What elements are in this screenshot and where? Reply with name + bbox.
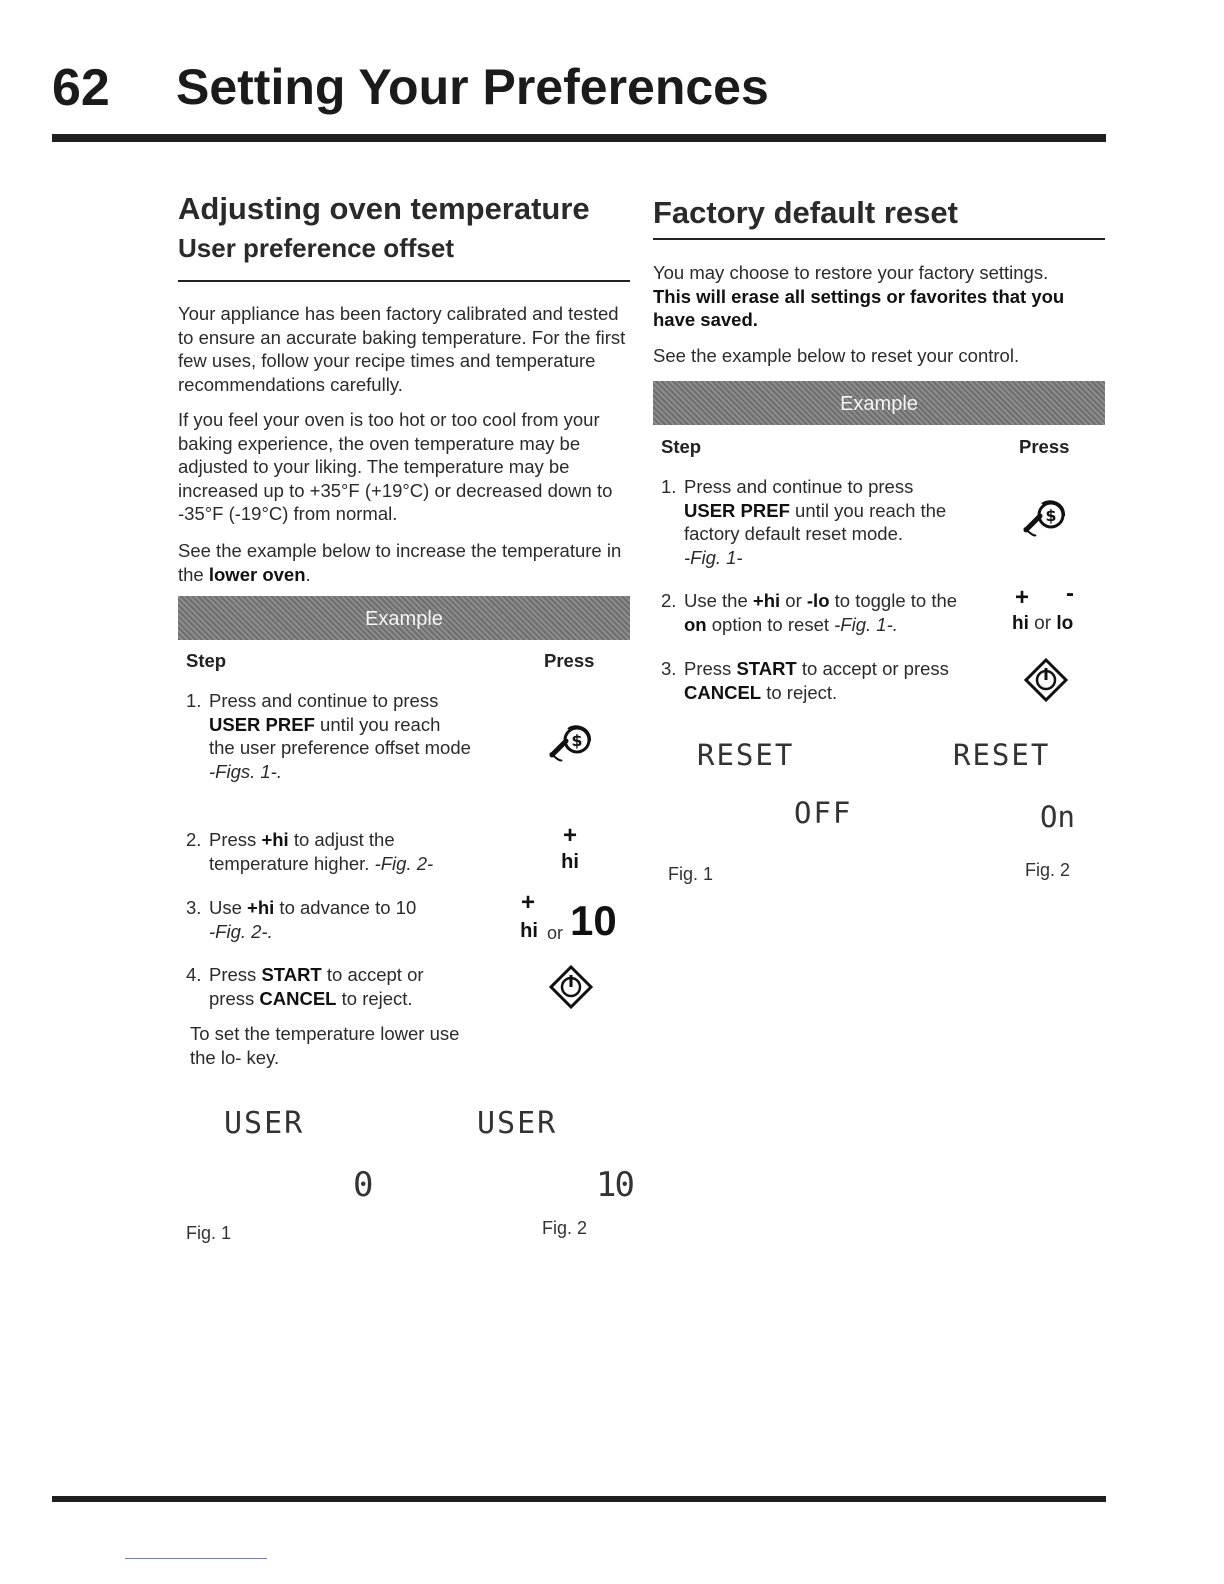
left-example-banner: Example bbox=[178, 596, 630, 640]
page-number: 62 bbox=[52, 59, 110, 117]
or-label: or bbox=[547, 923, 564, 943]
hi-key-label: hi bbox=[561, 851, 579, 873]
svg-text:$: $ bbox=[571, 731, 583, 750]
right-step-2: 2. Use the +hi or -lo to toggle to the on option to reset -Fig. 1-. bbox=[661, 590, 958, 635]
plus-key-symbol-right: + bbox=[1014, 584, 1029, 611]
footer-rule bbox=[52, 1496, 1106, 1502]
left-subheading: User preference offset bbox=[178, 233, 454, 263]
right-col-step: Step bbox=[661, 436, 702, 457]
right-para-2: See the example below to reset your control. bbox=[653, 345, 1020, 366]
left-fig2-display-value: 10 bbox=[596, 1165, 633, 1205]
left-fig1-display-top: USER bbox=[224, 1106, 305, 1141]
right-fig1-display-value: OFF bbox=[794, 796, 853, 830]
plus-key-symbol: + bbox=[562, 822, 577, 849]
right-col-press: Press bbox=[1019, 436, 1070, 457]
right-fig1-display-top: RESET bbox=[697, 738, 795, 772]
hi-key-label-2: hi bbox=[520, 920, 538, 942]
left-step-4: 4. Press START to accept or press CANCEL to reject. bbox=[186, 964, 424, 1009]
lower-temperature-note: To set the temperature lower use the lo- key. bbox=[190, 1023, 460, 1068]
start-key-icon bbox=[549, 965, 593, 1014]
left-heading-rule bbox=[178, 280, 630, 282]
start-key-icon bbox=[1024, 658, 1068, 707]
minus-key-symbol-right: - bbox=[1066, 580, 1074, 607]
right-fig1-label: Fig. 1 bbox=[668, 864, 714, 884]
user-pref-key-icon bbox=[548, 724, 594, 769]
left-step-2: 2. Press +hi to adjust the temperature higher. -Fig. 2- bbox=[186, 829, 434, 874]
left-fig2-display-top: USER bbox=[477, 1106, 558, 1141]
right-fig2-display-value: On bbox=[1040, 800, 1075, 834]
right-step-3: 3. Press START to accept or press CANCEL to reject. bbox=[661, 658, 949, 703]
left-fig1-label: Fig. 1 bbox=[186, 1223, 232, 1243]
left-fig2-label: Fig. 2 bbox=[542, 1218, 588, 1238]
page-title: Setting Your Preferences bbox=[176, 59, 769, 115]
left-para-1: Your appliance has been factory calibrated and tested to ensure an accurate baking temperature. For the first few uses, follow your recipe times and temperature recommendations carefully. bbox=[178, 303, 626, 395]
left-step-3: 3. Use +hi to advance to 10 -Fig. 2-. bbox=[186, 897, 417, 942]
bottom-divider bbox=[125, 1558, 267, 1559]
left-para-2: If you feel your oven is too hot or too cool from your baking experience, the oven temperature may be adjusted to your liking. The temperature may be increased up to +35°F (+19°C) or decreased down to -35°F (-19°C) from normal. bbox=[178, 409, 613, 524]
right-fig2-label: Fig. 2 bbox=[1025, 860, 1071, 880]
left-para-3: See the example below to increase the temperature in the lower oven. bbox=[178, 540, 622, 585]
right-heading: Factory default reset bbox=[653, 195, 958, 230]
svg-text:$: $ bbox=[1045, 506, 1057, 525]
user-pref-key-icon bbox=[1022, 499, 1068, 544]
left-fig1-display-value: 0 bbox=[353, 1165, 376, 1205]
right-fig2-display-top: RESET bbox=[953, 738, 1051, 772]
left-heading: Adjusting oven temperature bbox=[178, 191, 590, 226]
hi-or-lo-label: hi or lo bbox=[1012, 613, 1074, 634]
temperature-offset-value: 10 bbox=[570, 897, 617, 944]
right-step-1: 1. Press and continue to press USER PREF until you reach the factory default reset mode. -Fig. 1- bbox=[661, 476, 947, 568]
header-rule bbox=[52, 134, 1106, 142]
right-heading-rule bbox=[653, 238, 1105, 240]
left-col-press: Press bbox=[544, 650, 595, 671]
right-para-1: You may choose to restore your factory settings. This will erase all settings or favorites that you have saved. bbox=[653, 262, 1065, 330]
right-example-banner: Example bbox=[653, 381, 1105, 425]
plus-key-symbol-2: + bbox=[520, 889, 535, 916]
left-col-step: Step bbox=[186, 650, 227, 671]
left-step-1: 1. Press and continue to press USER PREF until you reach the user preference offset mode -Figs. 1-. bbox=[186, 690, 471, 782]
